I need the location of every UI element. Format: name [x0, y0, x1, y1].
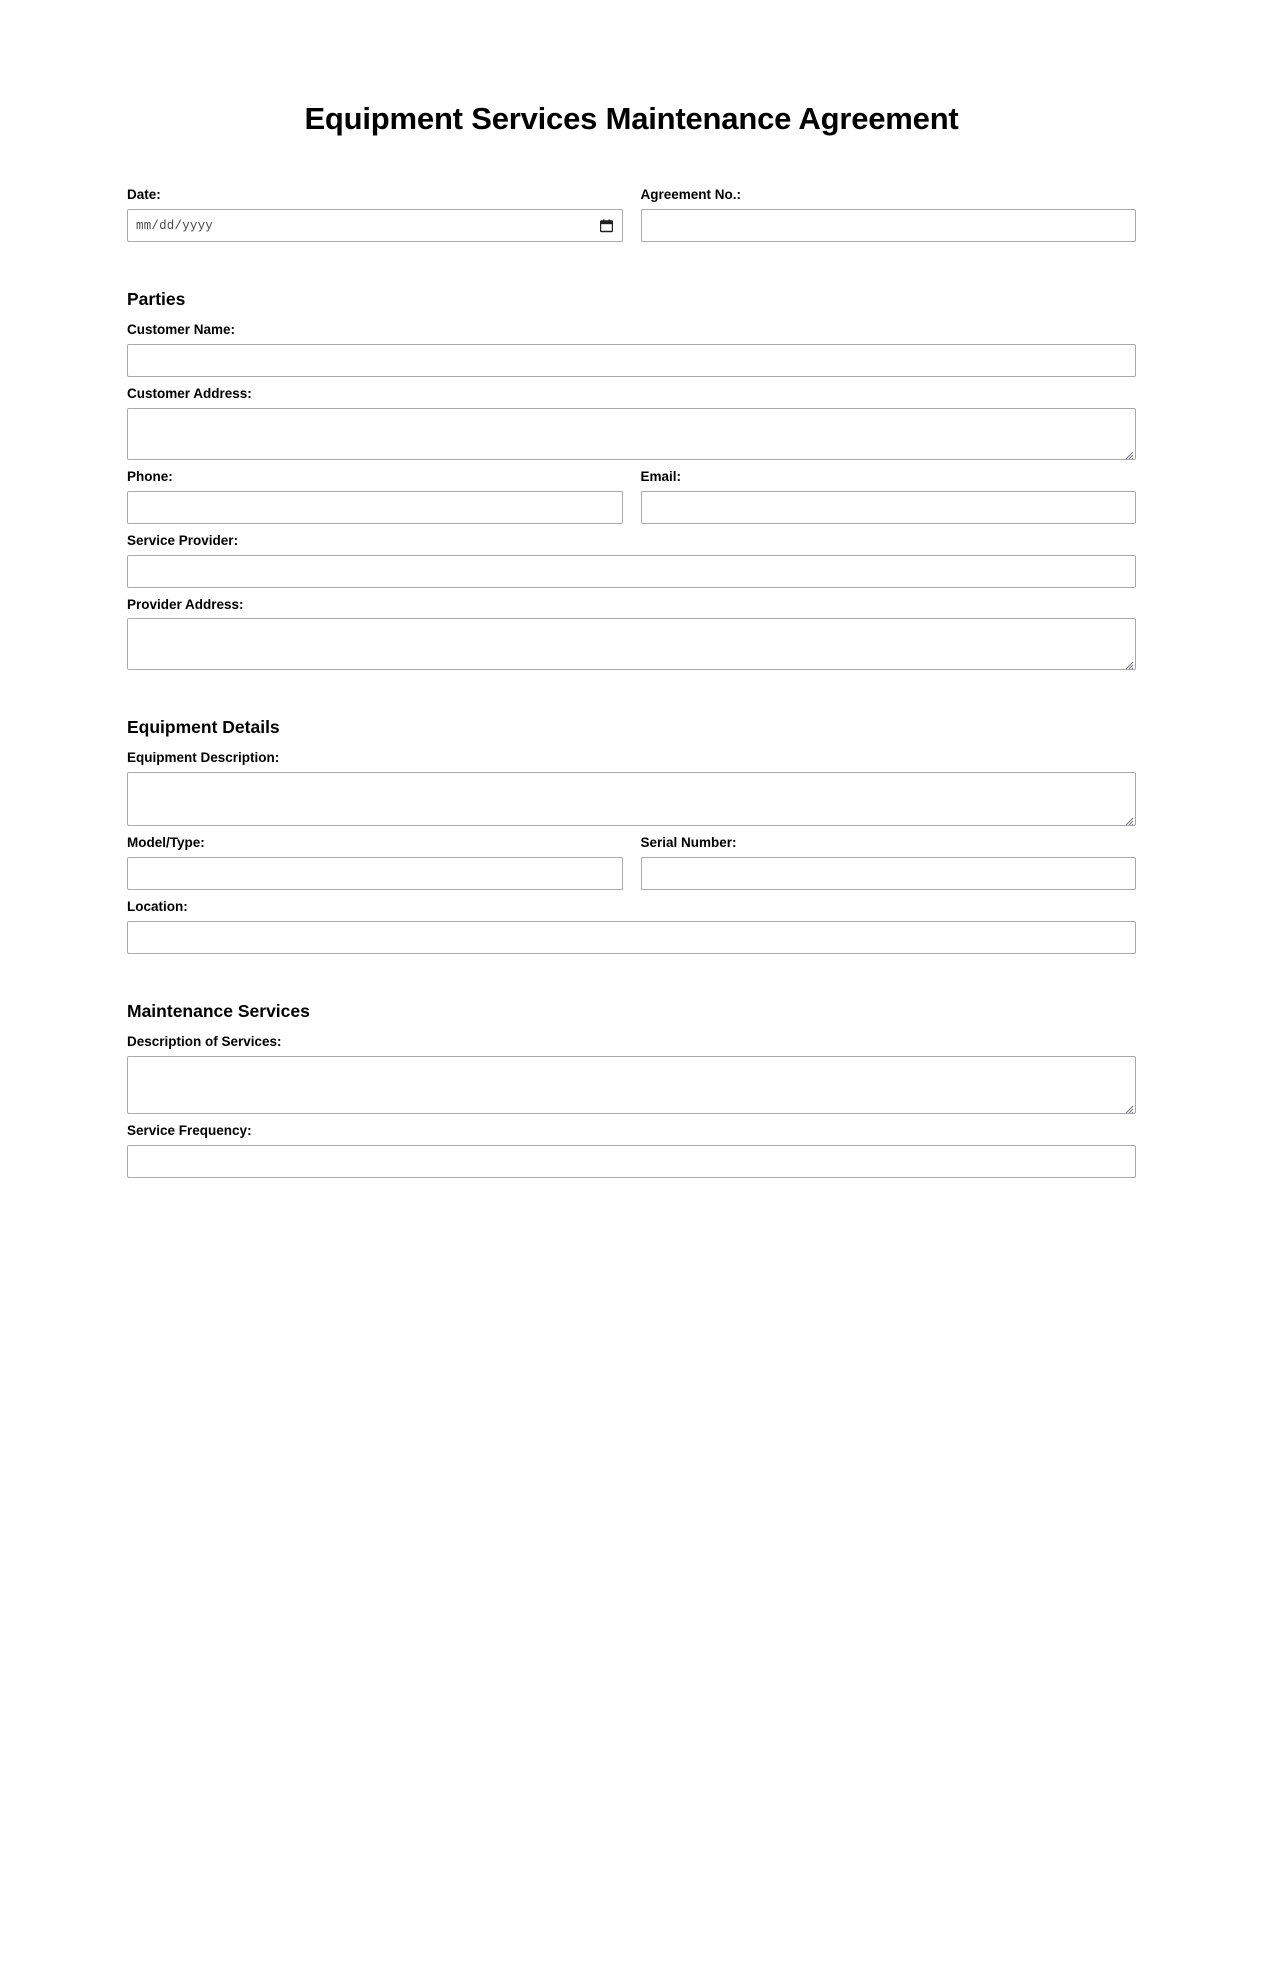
equipment-description-field-group: [127, 750, 1136, 826]
phone-input[interactable]: [127, 491, 623, 524]
resize-grip-icon[interactable]: [1123, 1101, 1134, 1112]
customer-address-label: Customer Address:: [127, 385, 252, 401]
form-body: [105, 187, 1158, 1178]
date-field-group: [127, 187, 623, 242]
section-heading-parties: Parties: [127, 289, 186, 310]
email-input[interactable]: [641, 491, 1137, 524]
resize-grip-icon[interactable]: [1123, 447, 1134, 458]
section-heading-equipment-details: Equipment Details: [127, 717, 280, 738]
customer-name-label: Customer Name:: [127, 322, 236, 338]
provider-address-textarea[interactable]: [127, 618, 1136, 670]
resize-grip-icon[interactable]: [1123, 657, 1134, 668]
serial-number-field-group: [641, 835, 1137, 890]
model-serial-row: [127, 835, 1136, 899]
customer-name-input[interactable]: [127, 344, 1136, 377]
serial-number-input[interactable]: [641, 857, 1137, 890]
service-provider-label: Service Provider:: [127, 532, 239, 548]
resize-grip-icon[interactable]: [1123, 813, 1134, 824]
agreement-no-input[interactable]: [641, 209, 1137, 242]
service-frequency-field-group: [127, 1123, 1136, 1178]
service-frequency-label: Service Frequency:: [127, 1122, 252, 1138]
phone-email-row: [127, 469, 1136, 533]
model-type-label: Model/Type:: [127, 835, 205, 851]
date-input[interactable]: [127, 209, 623, 242]
calendar-icon[interactable]: [600, 219, 613, 232]
page-title: Equipment Services Maintenance Agreement: [304, 101, 959, 136]
header-fields-row: [127, 187, 1136, 251]
provider-address-label: Provider Address:: [127, 596, 244, 612]
phone-label: Phone:: [127, 468, 173, 484]
description-of-services-label: Description of Services:: [127, 1034, 282, 1050]
equipment-description-label: Equipment Description:: [127, 750, 280, 766]
email-label: Email:: [640, 468, 682, 484]
provider-address-field-group: [127, 597, 1136, 671]
service-frequency-input[interactable]: [127, 1145, 1136, 1178]
model-type-input[interactable]: [127, 857, 623, 890]
phone-field-group: [127, 469, 623, 524]
location-input[interactable]: [127, 921, 1136, 954]
customer-address-field-group: [127, 386, 1136, 460]
section-heading-maintenance-services: Maintenance Services: [127, 1001, 310, 1022]
description-of-services-field-group: [127, 1034, 1136, 1114]
date-placeholder-text: mm/dd/yyyy: [136, 218, 214, 233]
date-label: Date:: [127, 187, 161, 203]
equipment-description-textarea[interactable]: [127, 772, 1136, 826]
description-of-services-textarea[interactable]: [127, 1056, 1136, 1114]
customer-name-field-group: [127, 322, 1136, 377]
location-field-group: [127, 899, 1136, 954]
service-provider-input[interactable]: [127, 555, 1136, 588]
model-type-field-group: [127, 835, 623, 890]
agreement-no-field-group: [641, 187, 1137, 242]
customer-address-textarea[interactable]: [127, 408, 1136, 460]
service-provider-field-group: [127, 533, 1136, 588]
agreement-no-label: Agreement No.:: [640, 187, 742, 203]
serial-number-label: Serial Number:: [640, 835, 737, 851]
form-container: [105, 0, 1158, 1178]
email-field-group: [641, 469, 1137, 524]
location-label: Location:: [127, 899, 188, 915]
